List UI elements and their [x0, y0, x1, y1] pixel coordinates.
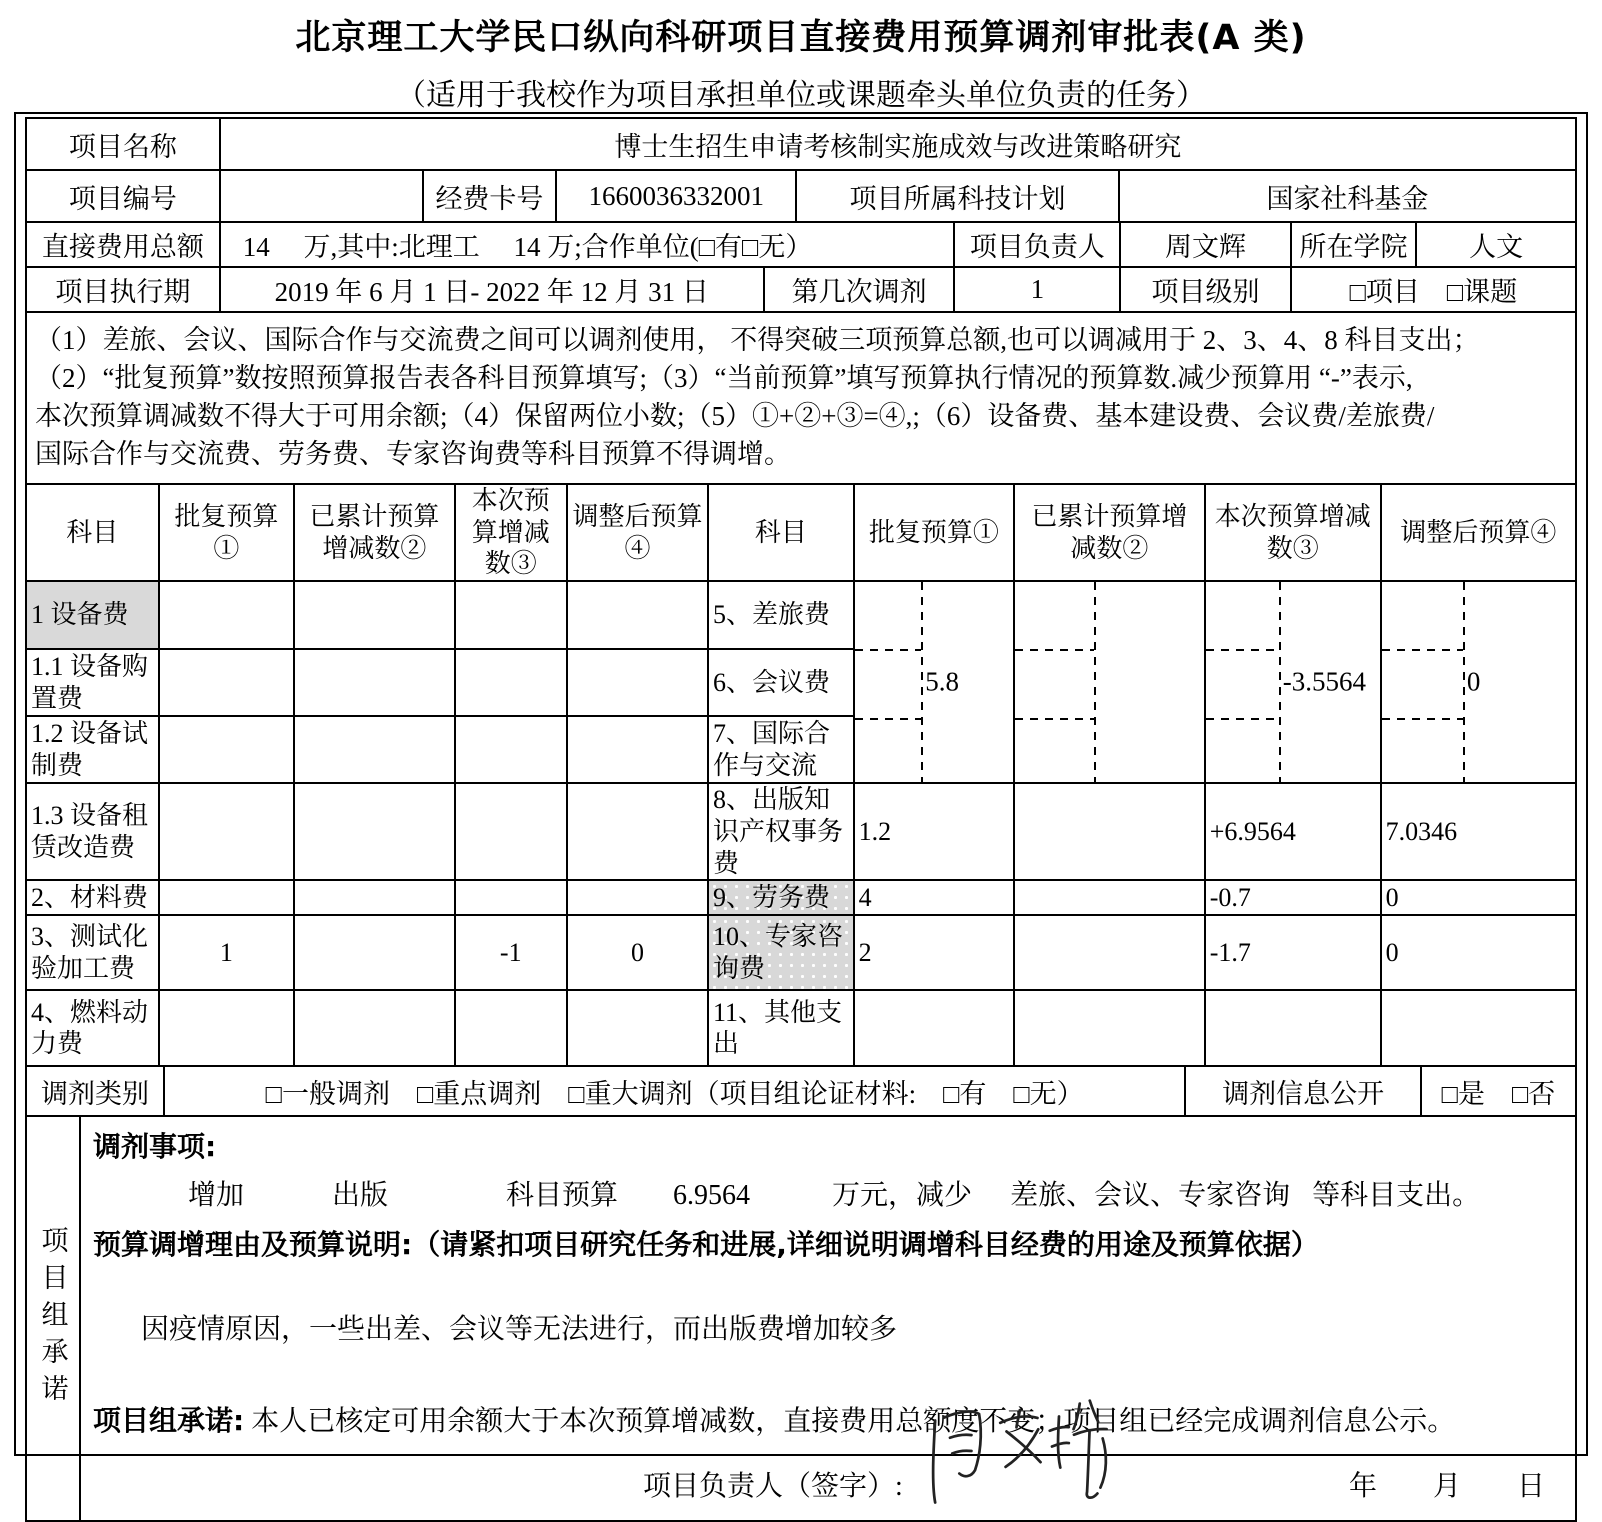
adjust-word-subject: 出版	[332, 1180, 389, 1212]
info-public-options: □是 □否	[1421, 1066, 1576, 1116]
reason-header: 预算调增理由及预算说明:（请紧扣项目研究任务和进展,详细说明调增科目经费的用途及预算依据）	[93, 1228, 1319, 1262]
cell-empty	[567, 783, 708, 880]
instructions-block	[25, 311, 1577, 485]
budget-row-materials	[26, 880, 1576, 915]
labor-cumulative	[1014, 880, 1205, 915]
cell-empty	[294, 649, 454, 716]
form-title: 北京理工大学民口纵向科研项目直接费用预算调剂审批表(A 类)	[295, 18, 1307, 58]
adjust-items-line	[93, 1173, 1563, 1213]
adjust-word-increase: 增加	[188, 1180, 245, 1212]
category-row	[26, 1066, 1576, 1116]
merged-current-cell	[1205, 581, 1381, 783]
commitment-content	[81, 1117, 1575, 1520]
promise-text: 本人已核定可用余额大于本次预算增减数，直接费用总额度不变；项目组已经完成调剂信息公示。	[251, 1406, 1456, 1438]
testing-current: -1	[455, 915, 567, 990]
project-no-row	[26, 170, 1576, 222]
project-name-value: 博士生招生申请考核制实施成效与改进策略研究	[220, 118, 1576, 170]
adjust-items-label: 调剂事项:	[93, 1130, 217, 1164]
dashed-divider	[1206, 718, 1279, 720]
pi-label: 项目负责人	[954, 222, 1120, 267]
fund-card-value: 1660036332001	[556, 170, 796, 222]
merged-adjusted-cell	[1381, 581, 1576, 783]
subject-expert-consult: 10、专家咨询费	[708, 915, 854, 990]
publication-current: +6.9564	[1205, 783, 1381, 880]
period-row	[26, 267, 1576, 312]
labor-adjusted: 0	[1381, 880, 1576, 915]
info-table	[25, 117, 1577, 171]
level-options: □项目 □课题	[1291, 267, 1576, 312]
dashed-divider	[1206, 649, 1279, 651]
program-value: 国家社科基金	[1119, 170, 1576, 222]
period-label: 项目执行期	[26, 267, 220, 312]
category-table	[25, 1065, 1577, 1117]
cell-empty	[567, 581, 708, 649]
program-label: 项目所属科技计划	[796, 170, 1118, 222]
cell-empty	[455, 649, 567, 716]
dashed-divider	[1382, 649, 1463, 651]
other-current	[1205, 990, 1381, 1066]
instructions-line-3: 本次预算调减数不得大于可用余额;（4）保留两位小数;（5）①+②+③=④,;（6）设备费、基本建设费、会议费/差旅费/	[35, 401, 1435, 431]
direct-cost-table	[25, 221, 1577, 268]
subject-equipment-trial: 1.2 设备试制费	[26, 716, 159, 783]
dashed-divider	[1015, 718, 1094, 720]
cell-empty	[159, 783, 295, 880]
dashed-divider	[921, 582, 923, 782]
cell-empty	[294, 880, 454, 915]
dashed-divider	[855, 649, 922, 651]
budget-header-approved-right: 批复预算①	[854, 484, 1014, 581]
expert-adjusted: 0	[1381, 915, 1576, 990]
cell-empty	[455, 716, 567, 783]
school-value: 人文	[1416, 222, 1576, 267]
budget-header-approved-left: 批复预算①	[159, 484, 295, 581]
cell-empty	[294, 990, 454, 1066]
budget-header-current-left: 本次预算增减数③	[455, 484, 567, 581]
merged-approved-cell	[854, 581, 1014, 783]
expert-current: -1.7	[1205, 915, 1381, 990]
school-label: 所在学院	[1291, 222, 1417, 267]
budget-row-equipment-lease	[26, 783, 1576, 880]
subject-labor: 9、劳务费	[708, 880, 854, 915]
subject-equipment: 1 设备费	[26, 581, 159, 649]
cell-empty	[455, 990, 567, 1066]
cell-empty	[294, 581, 454, 649]
cell-empty	[159, 581, 295, 649]
dashed-divider	[1015, 649, 1094, 651]
subject-testing: 3、测试化验加工费	[26, 915, 159, 990]
budget-header-row	[26, 484, 1576, 581]
publication-cumulative	[1014, 783, 1205, 880]
cell-empty	[567, 880, 708, 915]
subject-materials: 2、材料费	[26, 880, 159, 915]
budget-header-adjusted-left: 调整后预算④	[567, 484, 708, 581]
pi-value: 周文辉	[1120, 222, 1291, 267]
dashed-divider	[1463, 582, 1465, 782]
subject-equipment-lease: 1.3 设备租赁改造费	[26, 783, 159, 880]
budget-header-subject-left: 科目	[26, 484, 159, 581]
cell-empty	[294, 783, 454, 880]
form-subtitle: （适用于我校作为项目承担单位或课题牵头单位负责的任务）	[396, 79, 1206, 112]
dashed-divider	[1279, 582, 1281, 782]
adjust-count-label: 第几次调剂	[764, 267, 955, 312]
budget-row-equipment	[26, 581, 1576, 649]
instructions-line-2: （2）“批复预算”数按照预算报告表各科目预算填写;（3）“当前预算”填写预算执行情况的预算数.减少预算用 “-”表示,	[35, 363, 1413, 393]
project-no-label: 项目编号	[26, 170, 220, 222]
subject-other: 11、其他支出	[708, 990, 854, 1066]
testing-cumulative	[294, 915, 454, 990]
fund-card-label: 经费卡号	[423, 170, 556, 222]
subject-equipment-purchase: 1.1 设备购置费	[26, 649, 159, 716]
cell-empty	[159, 880, 295, 915]
budget-row-testing	[26, 915, 1576, 990]
adjust-word-budget: 科目预算	[506, 1180, 619, 1212]
commitment-block	[25, 1115, 1577, 1522]
other-approved	[854, 990, 1014, 1066]
subject-meeting: 6、会议费	[708, 649, 854, 716]
merged-approved-value: 5.8	[925, 666, 959, 697]
other-cumulative	[1014, 990, 1205, 1066]
subject-publication: 8、出版知识产权事务费	[708, 783, 854, 880]
category-label: 调剂类别	[26, 1066, 164, 1116]
adjust-amount: 6.9564	[673, 1180, 751, 1212]
direct-cost-value: 14 万,其中:北理工 14 万;合作单位(□有□无）	[220, 222, 955, 267]
cell-empty	[567, 716, 708, 783]
expert-approved: 2	[854, 915, 1014, 990]
publication-adjusted: 7.0346	[1381, 783, 1576, 880]
budget-table	[25, 483, 1577, 1067]
adjust-decrease-subjects: 差旅、会议、专家咨询	[1010, 1180, 1291, 1212]
cell-empty	[159, 990, 295, 1066]
project-name-row	[26, 118, 1576, 170]
direct-cost-row	[26, 222, 1576, 267]
signature-row	[93, 1468, 1555, 1504]
testing-approved: 1	[159, 915, 295, 990]
commitment-side-label	[27, 1117, 81, 1520]
merged-current-value: -3.5564	[1282, 666, 1367, 697]
category-options: □一般调剂 □重点调剂 □重大调剂（项目组论证材料: □有 □无）	[164, 1066, 1185, 1116]
cell-empty	[567, 990, 708, 1066]
labor-current: -0.7	[1205, 880, 1381, 915]
level-label: 项目级别	[1120, 267, 1291, 312]
adjust-word-tail: 等科目支出。	[1312, 1180, 1481, 1212]
project-no-table	[25, 169, 1577, 223]
cell-empty	[455, 581, 567, 649]
project-no-value	[220, 170, 423, 222]
subject-fuel: 4、燃料动力费	[26, 990, 159, 1066]
dashed-divider	[1094, 582, 1096, 782]
dashed-divider	[1382, 718, 1463, 720]
testing-adjusted: 0	[567, 915, 708, 990]
cell-empty	[455, 880, 567, 915]
cell-empty	[159, 716, 295, 783]
cell-empty	[294, 716, 454, 783]
cell-empty	[455, 783, 567, 880]
adjust-word-decrease: 万元，减少	[832, 1180, 973, 1212]
adjust-count-value: 1	[954, 267, 1120, 312]
budget-header-current-right: 本次预算增减数③	[1205, 484, 1381, 581]
budget-header-adjusted-right: 调整后预算④	[1381, 484, 1576, 581]
merged-adjusted-value: 0	[1466, 666, 1481, 697]
commitment-side-text: 项目组承诺	[37, 1226, 68, 1412]
publication-approved: 1.2	[854, 783, 1014, 880]
subject-intl-cooperation: 7、国际合作与交流	[708, 716, 854, 783]
project-name-label: 项目名称	[26, 118, 220, 170]
budget-header-subject-right: 科目	[708, 484, 854, 581]
merged-cumulative-cell	[1014, 581, 1205, 783]
date-placeholders: 年 月 日	[1348, 1471, 1545, 1503]
subject-travel: 5、差旅费	[708, 581, 854, 649]
budget-header-cumulative-left: 已累计预算增减数②	[294, 484, 454, 581]
reason-text: 因疫情原因，一些出差、会议等无法进行，而出版费增加较多	[141, 1314, 898, 1346]
sign-label: 项目负责人（签字）:	[643, 1471, 903, 1503]
period-table	[25, 266, 1577, 313]
info-public-label: 调剂信息公开	[1185, 1066, 1421, 1116]
instructions-line-1: （1）差旅、会议、国际合作与交流费之间可以调剂使用， 不得突破三项预算总额,也可以调减用于 2、3、4、8 科目支出；	[35, 325, 1480, 355]
dashed-divider	[855, 718, 922, 720]
budget-header-cumulative-right: 已累计预算增减数②	[1014, 484, 1205, 581]
expert-cumulative	[1014, 915, 1205, 990]
cell-empty	[159, 649, 295, 716]
instructions-line-4: 国际合作与交流费、劳务费、专家咨询费等科目预算不得调增。	[35, 439, 791, 469]
promise-label: 项目组承诺:	[93, 1404, 245, 1438]
period-value: 2019 年 6 月 1 日- 2022 年 12 月 31 日	[220, 267, 764, 312]
labor-approved: 4	[854, 880, 1014, 915]
other-adjusted	[1381, 990, 1576, 1066]
promise-line	[93, 1399, 1563, 1439]
direct-cost-label: 直接费用总额	[26, 222, 220, 267]
form-frame	[14, 112, 1588, 1503]
budget-row-fuel	[26, 990, 1576, 1066]
cell-empty	[567, 649, 708, 716]
